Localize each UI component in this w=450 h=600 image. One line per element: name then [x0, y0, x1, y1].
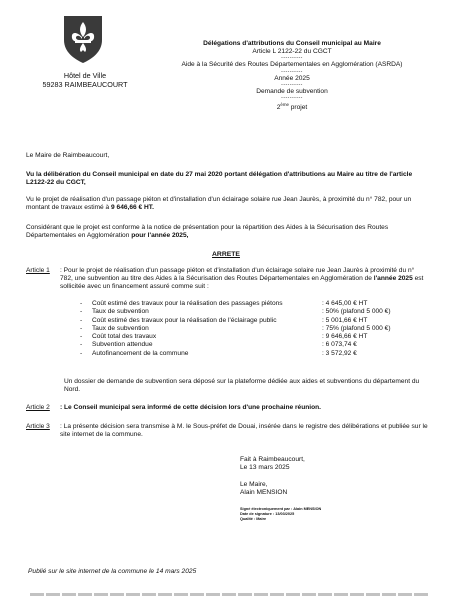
header-separator: ----------: [281, 68, 303, 75]
financing-row: - Coût estimé des travaux pour la réalisation des passages piétons : 4 645,00 € HT: [80, 300, 368, 307]
publication-note: Publié sur le site internet de la commune le 14 mars 2025: [28, 568, 197, 575]
header-request: Demande de subvention: [256, 87, 328, 95]
financing-row: - Coût total des travaux : 9 646,66 € HT: [80, 333, 368, 341]
mayor-line: Le Maire de Raimbeaucourt,: [26, 152, 110, 159]
esign-date: Date de signature : 13/03/2025: [240, 512, 295, 516]
header-title: Délégations d'attributions du Conseil municipal au Maire: [203, 40, 381, 47]
article-1-label: Article 1: [26, 267, 50, 274]
header-separator: ----------: [281, 95, 303, 102]
financing-row: - Taux de subvention : 50% (plafond 5 000 €): [80, 308, 391, 316]
vu-project: Vu le projet de réalisation d'un passage piéton et d'installation d'un éclairage solaire rue Jean Jaurès, à proximité du n° 782, pour un montant de travaux estimé à 9 646,66 € HT.: [26, 196, 412, 212]
header-year: Année 2025: [274, 74, 310, 82]
electronic-signature-block: [240, 507, 321, 522]
header-separator: ----------: [281, 55, 303, 62]
article-2-text: : Le Conseil municipal sera informé de cette décision lors d'une prochaine réunion.: [60, 404, 321, 411]
considerant: Considérant que le projet est conforme à la notice de présentation pour la répartition des Aides à la Sécurisation des Routes Départementales en Agglomération pour l'année 2025,: [26, 224, 389, 240]
header-program: Aide à la Sécurité des Routes Départementales en Agglomération (ASRDA): [181, 61, 403, 69]
signature-name: Alain MENSION: [240, 489, 288, 496]
signature-title: Le Maire,: [240, 481, 268, 488]
esign-quality: Qualité : Maire: [240, 517, 267, 521]
signature-place: Fait à Raimbeaucourt,: [240, 456, 305, 463]
article-3-text: : La présente décision sera transmise à M. le Sous-préfet de Douai, insérée dans le registre des délibérations et publiée sur le site internet de la commune.: [60, 423, 428, 439]
town-address: 59283 RAIMBEAUCOURT: [42, 80, 128, 89]
arrete-heading: ARRETE: [212, 251, 240, 258]
financing-row: - Subvention attendue : 6 073,74 €: [80, 341, 357, 349]
esign-signer: Signé électroniquement par : Alain MENSION: [240, 507, 322, 511]
vu-deliberation: Vu la délibération du Conseil municipal en date du 27 mai 2020 portant délégation d'attributions au Maire au titre de l'article L2122-22 du CGCT,: [26, 171, 413, 187]
financing-row: - Taux de subvention : 75% (plafond 5 000 €): [80, 324, 391, 332]
coat-of-arms-logo: [62, 14, 104, 64]
article-3-label: Article 3: [26, 423, 50, 430]
article-2-label: Article 2: [26, 404, 50, 411]
header-project: 2ème projet: [276, 102, 308, 112]
bottom-stamp-line: [30, 593, 428, 596]
town-hall-block: [20, 71, 150, 89]
town-hall-name: Hôtel de Ville: [63, 71, 107, 80]
article-1-text: : Pour le projet de réalisation d'un passage piéton et d'installation d'un éclairage solaire rue Jean Jaurès à proximité du n° 782, une subvention au titre des Aides à la Sécurisation des Routes Départementales en Agglomération de l'année 2025 est sollicitée avec un financement assuré comme suit :: [60, 267, 424, 291]
dossier-note: Un dossier de demande de subvention sera déposé sur la plateforme dédiée aux aides et subventions du département du Nord.: [64, 378, 420, 394]
financing-row: - Autofinancement de la commune : 3 572,92 €: [80, 349, 357, 357]
signature-date: Le 13 mars 2025: [240, 464, 290, 471]
header-article: Article L 2122-22 du CGCT: [252, 48, 332, 56]
header-separator: ----------: [281, 81, 303, 88]
financing-row: - Coût estimé des travaux pour la réalisation de l'éclairage public : 5 001,66 € HT: [80, 316, 368, 324]
document-header: [150, 40, 434, 112]
financing-list: [80, 300, 400, 358]
